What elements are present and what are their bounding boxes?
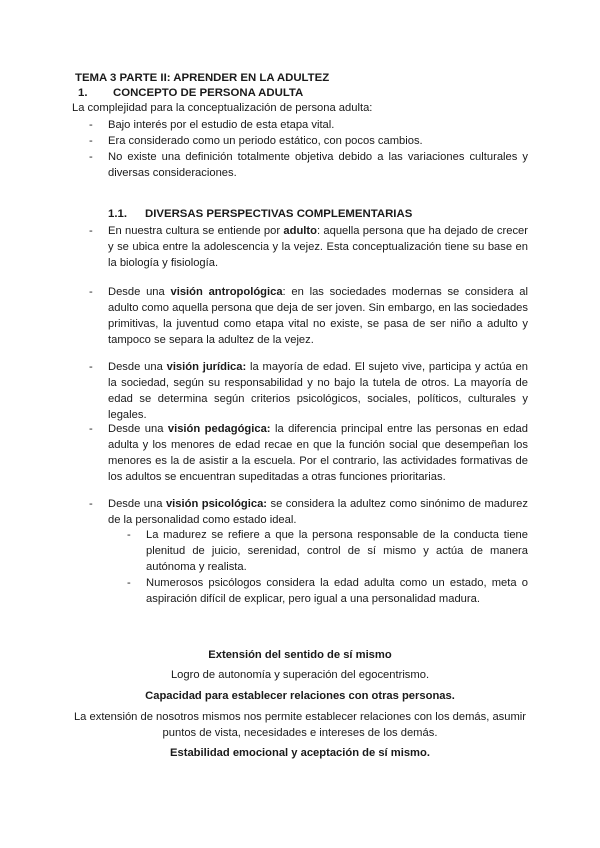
- intro-text: La complejidad para la conceptualización de persona adulta:: [72, 102, 373, 114]
- key-term: visión antropológica: [170, 286, 283, 298]
- paragraph-text: Desde una: [108, 423, 168, 435]
- paragraph-text: Desde una: [108, 498, 166, 510]
- list-item: [89, 117, 528, 133]
- list-item: [89, 133, 528, 149]
- centered-text: La extensión de nosotros mismos nos permite establecer relaciones con los demás, asumir puntos de vista, necesidades e intereses de los demás.: [73, 711, 527, 739]
- list-item-text: Era considerado como un periodo estático, con pocos cambios.: [108, 135, 423, 147]
- perspective-adulto: [89, 223, 529, 271]
- bullet-dash: -: [89, 135, 93, 147]
- perspective-juridica: [89, 359, 528, 423]
- list-item-text: La madurez se refiere a que la persona responsable de la conducta tiene plenitud de juicio, serenidad, control de sí mismo y actúa de manera autónoma y realista.: [146, 529, 528, 573]
- perspective-antropologica: [89, 284, 528, 348]
- paragraph-text: Desde una: [108, 286, 171, 298]
- list-item: [127, 527, 528, 575]
- subsection-heading: [108, 208, 412, 220]
- list-item-text: No existe una definición totalmente objetiva debido a las variaciones culturales y diversas consideraciones.: [108, 151, 528, 179]
- psychology-sublist: [127, 527, 528, 607]
- centered-heading: Extensión del sentido de sí mismo: [208, 649, 392, 661]
- paragraph-text: la diferencia principal entre las personas en edad adulta y los menores de edad recae en que la función social que desempeñan los menores es la de asistir a la escuela. Por el contrario, las actividades formativas de los adultos se encuentran supeditadas a otras funciones prioritarias.: [108, 423, 529, 483]
- paragraph-text: la mayoría de edad. El sujeto vive, participa y actúa en la sociedad, según su responsabilidad y no bajo la tutela de otros. La mayoría de edad se determina según criterios psicológicos, sociales, políticos, culturales y legales.: [108, 361, 528, 421]
- subsection-number: 1.1.: [108, 208, 127, 220]
- list-item: [127, 575, 528, 607]
- bullet-dash: -: [89, 151, 93, 163]
- bullet-dash: -: [89, 286, 93, 298]
- key-term: visión jurídica:: [166, 361, 247, 373]
- paragraph-text: Desde una: [108, 361, 167, 373]
- key-term: adulto: [283, 225, 317, 237]
- key-term: visión pedagógica:: [167, 423, 271, 435]
- bullet-dash: -: [127, 529, 131, 541]
- perspective-pedagogica: [89, 421, 529, 485]
- bullet-dash: -: [127, 577, 131, 589]
- list-item-text: Numerosos psicólogos considera la edad adulta como un estado, meta o aspiración difícil de explicar, pero igual a una personalidad madura.: [146, 577, 528, 605]
- bullet-dash: -: [89, 225, 93, 237]
- section-heading: [75, 87, 303, 99]
- section-number: 1.: [78, 87, 88, 99]
- bullet-dash: -: [89, 498, 93, 510]
- centered-heading: Capacidad para establecer relaciones con otras personas.: [145, 690, 455, 702]
- key-term: visión psicológica:: [165, 498, 268, 510]
- centered-heading: Estabilidad emocional y aceptación de sí mismo.: [170, 747, 430, 759]
- subsection-title: DIVERSAS PERSPECTIVAS COMPLEMENTARIAS: [145, 208, 413, 220]
- paragraph-text: : aquella persona que ha dejado de crecer y se ubica entre la adolescencia y la vejez. Esta conceptualización tiene su base en la biología y fisiología.: [108, 225, 529, 269]
- paragraph-text: : en las sociedades modernas se considera al adulto como aquella persona que deja de ser joven. Sin embargo, en las sociedades primitivas, la juventud como etapa vital no existe, se pasa de ser niño a adulto y tampoco se separa la adultez de la vejez.: [108, 286, 528, 346]
- paragraph-text: se considera la adultez como sinónimo de madurez de la personalidad como estado ideal.: [108, 498, 528, 526]
- bullet-dash: -: [89, 361, 93, 373]
- document-title: TEMA 3 PARTE II: APRENDER EN LA ADULTEZ: [75, 72, 330, 84]
- list-item-text: Bajo interés por el estudio de esta etapa vital.: [108, 119, 335, 131]
- bullet-dash: -: [89, 119, 93, 131]
- section-title: CONCEPTO DE PERSONA ADULTA: [113, 87, 304, 99]
- perspective-psicologica: [89, 496, 528, 528]
- list-item: [89, 149, 528, 181]
- intro-list: [89, 117, 528, 181]
- centered-text: Logro de autonomía y superación del egocentrismo.: [170, 669, 430, 681]
- paragraph-text: En nuestra cultura se entiende por: [108, 225, 284, 237]
- bullet-dash: -: [89, 423, 93, 435]
